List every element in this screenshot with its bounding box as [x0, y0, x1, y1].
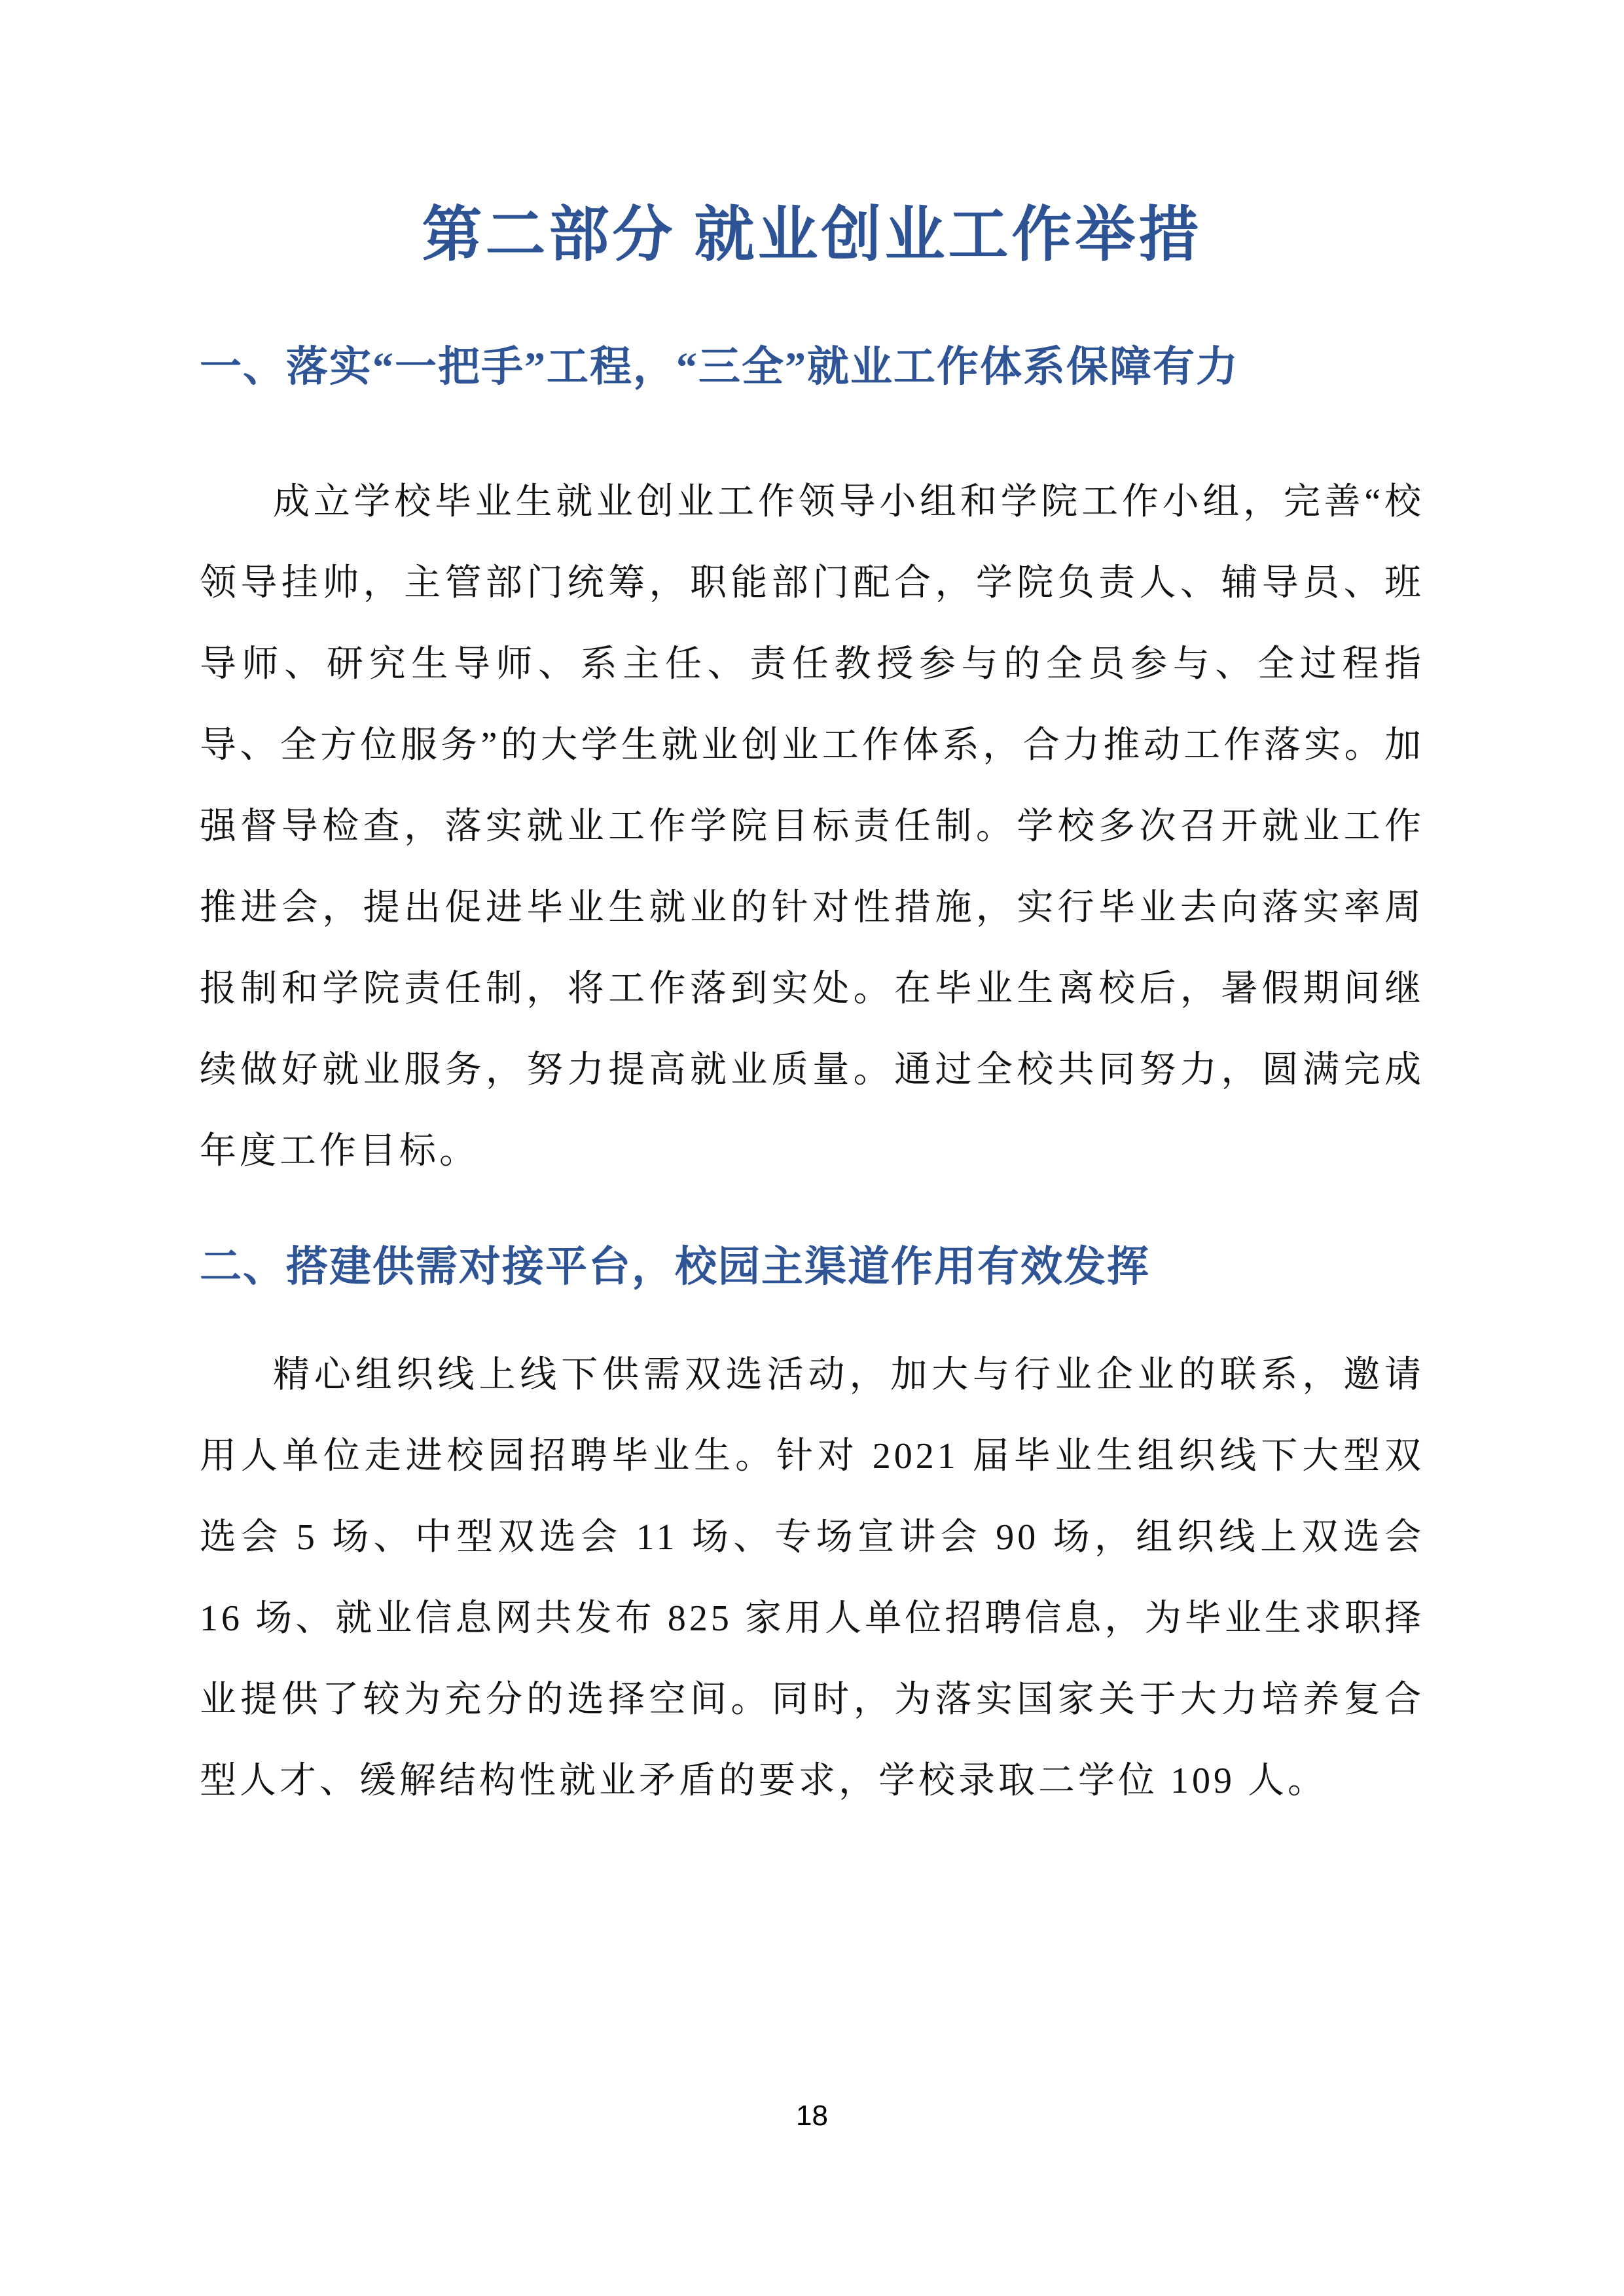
page-number: 18	[796, 2100, 828, 2132]
section-heading-2: 二、搭建供需对接平台，校园主渠道作用有效发挥	[200, 1244, 1150, 1291]
section-paragraph-1: 成立学校毕业生就业创业工作领导小组和学院工作小组，完善“校领导挂帅，主管部门统筹，职能部门配合，学院负责人、辅导员、班导师、研究生导师、系主任、责任教授参与的全员参与、全过程指导、全方位服务”的大学生就业创业工作体系，合力推动工作落实。加强督导检查，落实就业工作学院目标责任制。学校多次召开就业工作推进会，提出促进毕业生就业的针对性措施，实行毕业去向落实率周报制和学院责任制，将工作落到实处。在毕业生离校后，暑假期间继续做好就业服务，努力提高就业质量。通过全校共同努力，圆满完成年度工作目标。	[200, 482, 1424, 1172]
section-heading-1: 一、落实“一把手”工程，“三全”就业工作体系保障有力	[200, 343, 1239, 390]
section-paragraph-2: 精心组织线上线下供需双选活动，加大与行业企业的联系，邀请用人单位走进校园招聘毕业生。针对 2021 届毕业生组织线下大型双选会 5 场、中型双选会 11 场、专场宣讲会 90 场，组织线上双选会 16 场、就业信息网共发布 825 家用人单位招聘信息，为毕业生求职择业提供了较为充分的选择空间。同时，为落实国家关于大力培养复合型人才、缓解结构性就业矛盾的要求，学校录取二学位 109 人。	[200, 1354, 1425, 1801]
page-content	[0, 196, 1624, 1821]
page-title: 第二部分 就业创业工作举措	[422, 202, 1202, 268]
